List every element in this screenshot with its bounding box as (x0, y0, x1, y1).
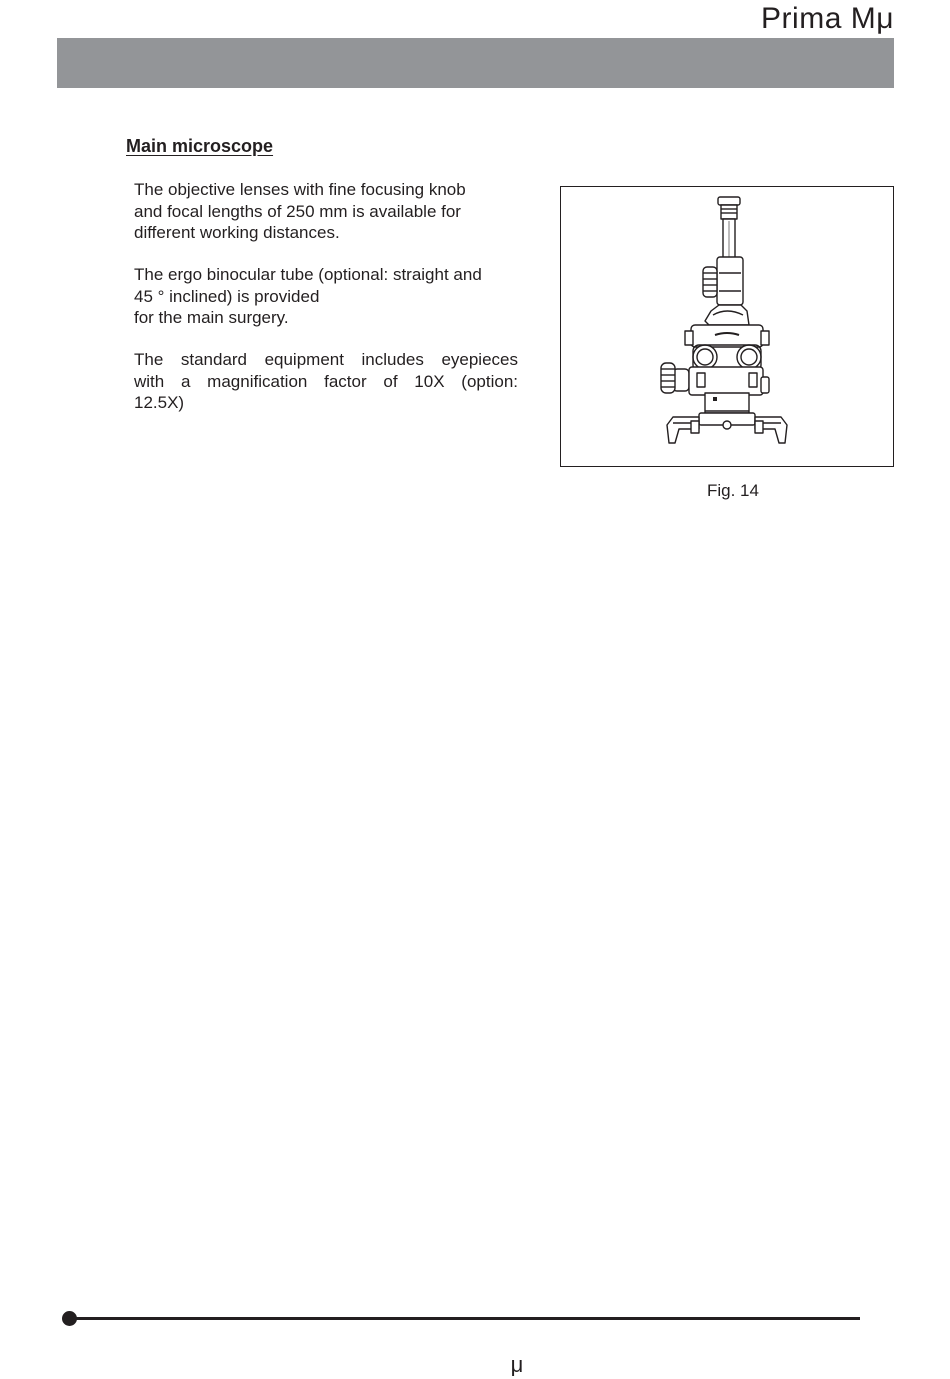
header-bar (57, 38, 894, 88)
figure-box (560, 186, 894, 467)
paragraph-eyepieces (134, 349, 518, 414)
paragraph-line: and focal lengths of 250 mm is available for (134, 201, 461, 221)
paragraph-line: The standard equipment includes eyepieces (134, 350, 518, 369)
brand-title: Prima Mμ (761, 2, 894, 35)
paragraph-line: 12.5X) (134, 393, 185, 412)
paragraph-binocular-tube (134, 264, 518, 329)
paragraph-line: The objective lenses with fine focusing knob (134, 180, 466, 199)
paragraph-line: for the main surgery. (134, 308, 289, 327)
paragraph-line: 45 ° inclined) is provided (134, 286, 320, 306)
paragraph-line: The ergo binocular tube (optional: straight and (134, 265, 482, 284)
page-number: μ (510, 1352, 524, 1377)
paragraph-objective-lenses (134, 179, 518, 244)
microscope-illustration-icon (561, 187, 893, 466)
paragraph-line: with a magnification factor of 10X (option: (134, 371, 518, 391)
footer-rule (68, 1317, 860, 1320)
section-title: Main microscope (126, 136, 274, 156)
paragraph-line: different working distances. (134, 223, 340, 242)
figure-caption: Fig. 14 (707, 481, 759, 500)
